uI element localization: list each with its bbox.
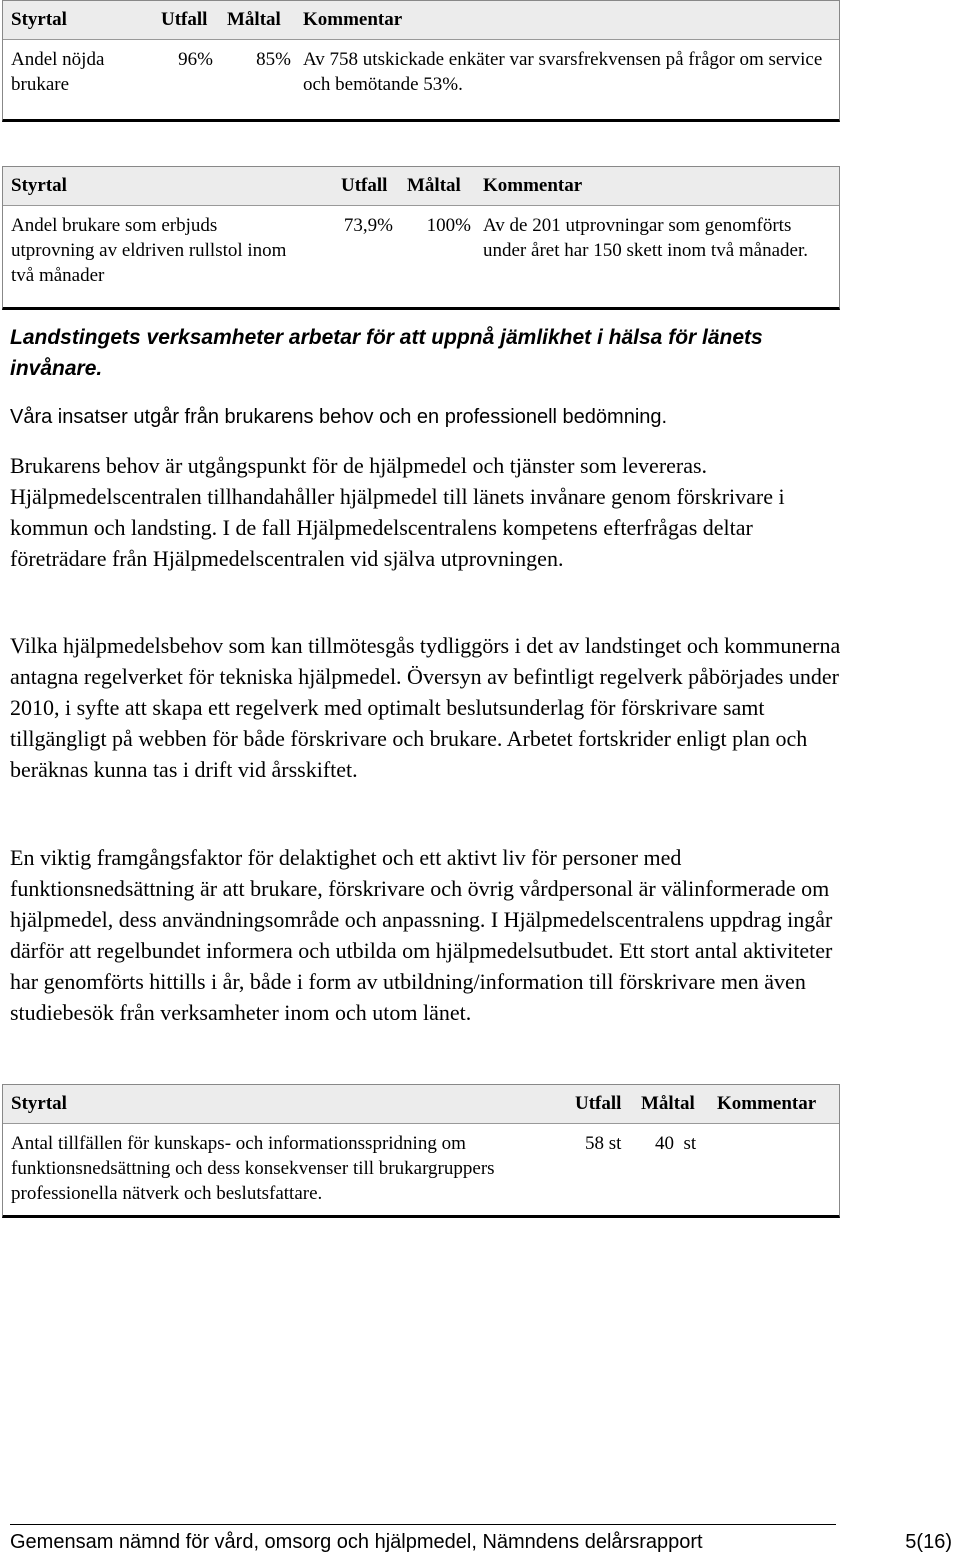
row-kommentar: Av de 201 utprovningar som genomförts under året har 150 skett inom två månader. (483, 215, 809, 261)
table-header (3, 1085, 839, 1124)
header-maltal: Måltal (407, 175, 461, 196)
header-kommentar: Kommentar (483, 175, 583, 196)
table-kunskapsspridning (2, 1084, 840, 1218)
row-styrtal: Antal tillfällen för kunskaps- och informationsspridning om funktionsnedsättning och dess konsekvenser till brukargruppers professionella nätverk och beslutsfattare. (11, 1133, 495, 1204)
header-utfall: Utfall (575, 1093, 622, 1114)
table-eldriven-rullstol (2, 166, 840, 310)
paragraph-2: Vilka hjälpmedelsbehov som kan tillmötesgås tydliggörs i det av landstinget och kommunerna antagna regelverket för tekniska hjälpmedel. Översyn av befintligt regelverk påbörjades under 2010, i syfte att skapa ett regelverk med optimalt beslutsunderlag för förskrivare samt tillgängligt på webben för både förskrivare och brukare. Arbetet fortskrider enligt plan och beräknas kunna tas i drift vid årsskiftet. (10, 633, 841, 782)
header-utfall: Utfall (161, 9, 208, 30)
header-kommentar: Kommentar (303, 9, 403, 30)
header-styrtal: Styrtal (11, 1093, 67, 1114)
page-number: 5(16) (905, 1531, 952, 1553)
paragraph-3: En viktig framgångsfaktor för delaktighet och ett aktivt liv för personer med funktionsnedsättning är att brukare, förskrivare och övrig vårdpersonal är välinformerade om hjälpmedel, dess användningsområde och anpassning. I Hjälpmedelscentralens uppdrag ingår därför att regelbundet informera och utbilda om hjälpmedelsutbudet. Ett stort antal aktiviteter har genomförts hittills i år, både i form av utbildning/information till förskrivare men även studiebesök från verksamheter inom och utom länet. (10, 845, 833, 1025)
section-heading: Landstingets verksamheter arbetar för att uppnå jämlikhet i hälsa för länets invånare. (10, 326, 763, 380)
header-maltal: Måltal (227, 9, 281, 30)
row-utfall: 58 st (585, 1133, 622, 1154)
row-utfall: 73,9% (343, 215, 393, 236)
row-kommentar: Av 758 utskickade enkäter var svarsfrekvensen på frågor om service och bemötande 53%. (303, 49, 823, 95)
header-styrtal: Styrtal (11, 9, 67, 30)
row-utfall: 96% (178, 49, 213, 70)
row-maltal: 100% (426, 215, 471, 236)
footer-title: Gemensam nämnd för vård, omsorg och hjälpmedel, Nämndens delårsrapport (10, 1531, 703, 1553)
row-styrtal: Andel brukare som erbjuds utprovning av eldriven rullstol inom två månader (11, 215, 287, 286)
table-header (3, 1, 839, 40)
header-utfall: Utfall (341, 175, 388, 196)
header-maltal: Måltal (641, 1093, 695, 1114)
lead-text: Våra insatser utgår från brukarens behov och en professionell bedömning. (10, 406, 668, 428)
row-styrtal: Andel nöjda brukare (11, 49, 105, 95)
table-andel-nojda-brukare (2, 0, 840, 122)
footer-divider (10, 1524, 836, 1525)
header-styrtal: Styrtal (11, 175, 67, 196)
row-maltal: 40 st (655, 1133, 697, 1154)
header-kommentar: Kommentar (717, 1093, 817, 1114)
row-maltal: 85% (256, 49, 291, 70)
footer (10, 1528, 952, 1556)
paragraph-1: Brukarens behov är utgångspunkt för de hjälpmedel och tjänster som levereras. Hjälpmedelscentralen tillhandahåller hjälpmedel till länets invånare genom förskrivare i kommun och landsting. I de fall Hjälpmedelscentralens kompetens efterfrågas deltar företrädare från Hjälpmedelscentralen vid själva utprovningen. (10, 453, 785, 571)
table-header (3, 167, 839, 206)
